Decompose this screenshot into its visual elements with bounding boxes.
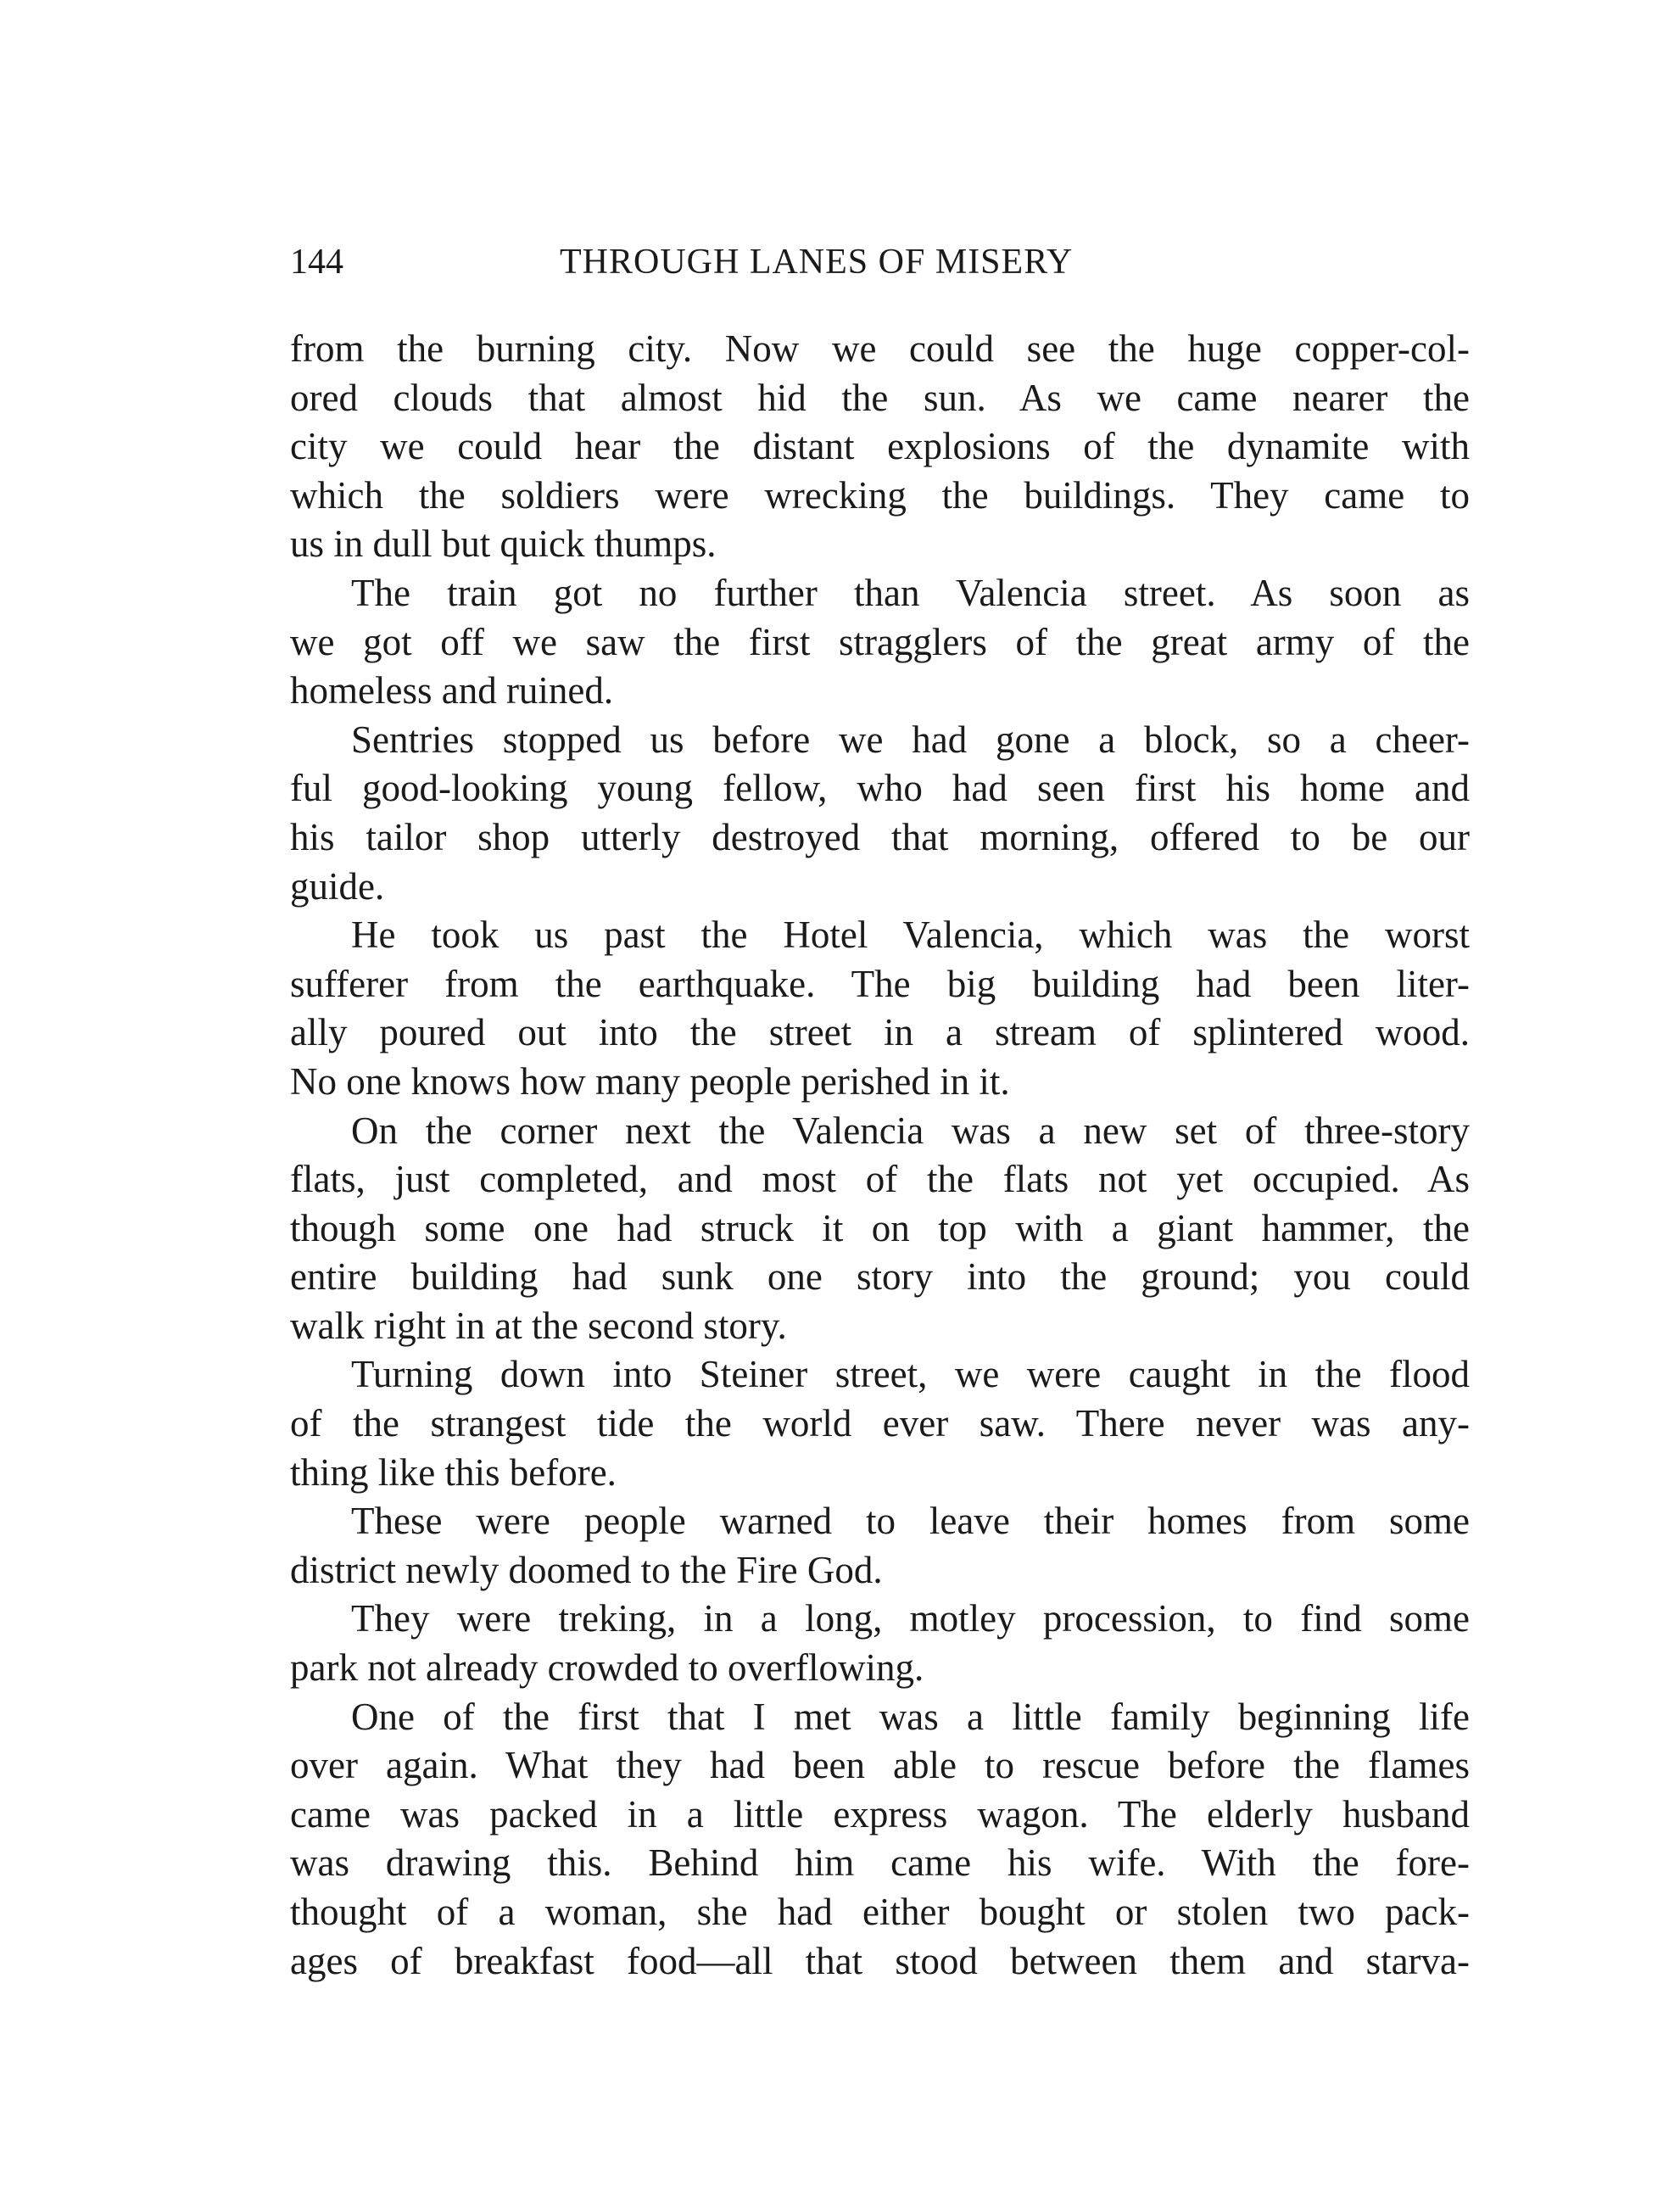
text-line: One of the first that I met was a little family beginning life: [351, 1695, 1470, 1738]
text-line: district newly doomed to the Fire God.: [290, 1548, 883, 1591]
text-line: entire building had sunk one story into the ground; you could: [290, 1255, 1470, 1299]
text-line: was drawing this. Behind him came his wife. With the fore-: [290, 1841, 1470, 1885]
text-line: No one knows how many people perished in it.: [290, 1059, 1010, 1103]
text-line: walk right in at the second story.: [290, 1304, 787, 1347]
text-line: from the burning city. Now we could see the huge copper-col-: [290, 327, 1470, 370]
text-line: us in dull but quick thumps.: [290, 522, 717, 566]
text-line: came was packed in a little express wagon. The elderly husband: [290, 1792, 1470, 1836]
text-line: park not already crowded to overflowing.: [290, 1646, 924, 1690]
text-line: Turning down into Steiner street, we were caught in the flood: [351, 1353, 1470, 1396]
text-line: which the soldiers were wrecking the buildings. They came to: [290, 473, 1470, 517]
text-line: of the strangest tide the world ever saw. There never was any-: [290, 1402, 1470, 1445]
text-line: his tailor shop utterly destroyed that morning, offered to be our: [290, 815, 1470, 858]
running-title: THROUGH LANES OF MISERY: [560, 243, 1074, 282]
text-line: On the corner next the Valencia was a new set of three-story: [351, 1109, 1470, 1152]
paragraph: [290, 1595, 1470, 1692]
text-line: ages of breakfast food—all that stood between them and starva-: [290, 1939, 1470, 1982]
text-line: flats, just completed, and most of the flats not yet occupied. As: [290, 1158, 1470, 1201]
paragraph: [290, 569, 1470, 716]
text-line: thing like this before.: [290, 1450, 617, 1494]
body-text: [290, 325, 1470, 1986]
paragraph: [290, 1107, 1470, 1351]
text-line: They were treking, in a long, motley procession, to find some: [351, 1597, 1470, 1640]
text-line: guide.: [290, 864, 385, 908]
text-line: we got off we saw the first stragglers of the great army of the: [290, 620, 1470, 663]
text-line: homeless and ruined.: [290, 669, 614, 712]
running-header: [290, 242, 1470, 293]
paragraph: [290, 1350, 1470, 1497]
text-line: These were people warned to leave their homes from some: [351, 1500, 1470, 1543]
text-line: though some one had struck it on top with a giant hammer, the: [290, 1206, 1470, 1249]
paragraph: [290, 716, 1470, 911]
paragraph: [290, 325, 1470, 569]
text-line: ally poured out into the street in a stream of splintered wood.: [290, 1011, 1470, 1054]
text-line: over again. What they had been able to rescue before the flames: [290, 1744, 1470, 1787]
text-line: The train got no further than Valencia street. As soon as: [351, 571, 1470, 614]
text-line: ful good-looking young fellow, who had seen first his home and: [290, 767, 1470, 810]
text-line: sufferer from the earthquake. The big building had been liter-: [290, 962, 1470, 1005]
paragraph: [290, 911, 1470, 1106]
text-line: He took us past the Hotel Valencia, which was the worst: [351, 914, 1470, 957]
paragraph: [290, 1693, 1470, 1986]
page-number: 144: [290, 243, 343, 282]
text-line: city we could hear the distant explosions of the dynamite with: [290, 425, 1470, 468]
text-line: Sentries stopped us before we had gone a block, so a cheer-: [351, 718, 1470, 761]
text-line: thought of a woman, she had either bought or stolen two pack-: [290, 1891, 1470, 1933]
text-line: ored clouds that almost hid the sun. As we came nearer the: [290, 376, 1470, 419]
paragraph: [290, 1497, 1470, 1595]
